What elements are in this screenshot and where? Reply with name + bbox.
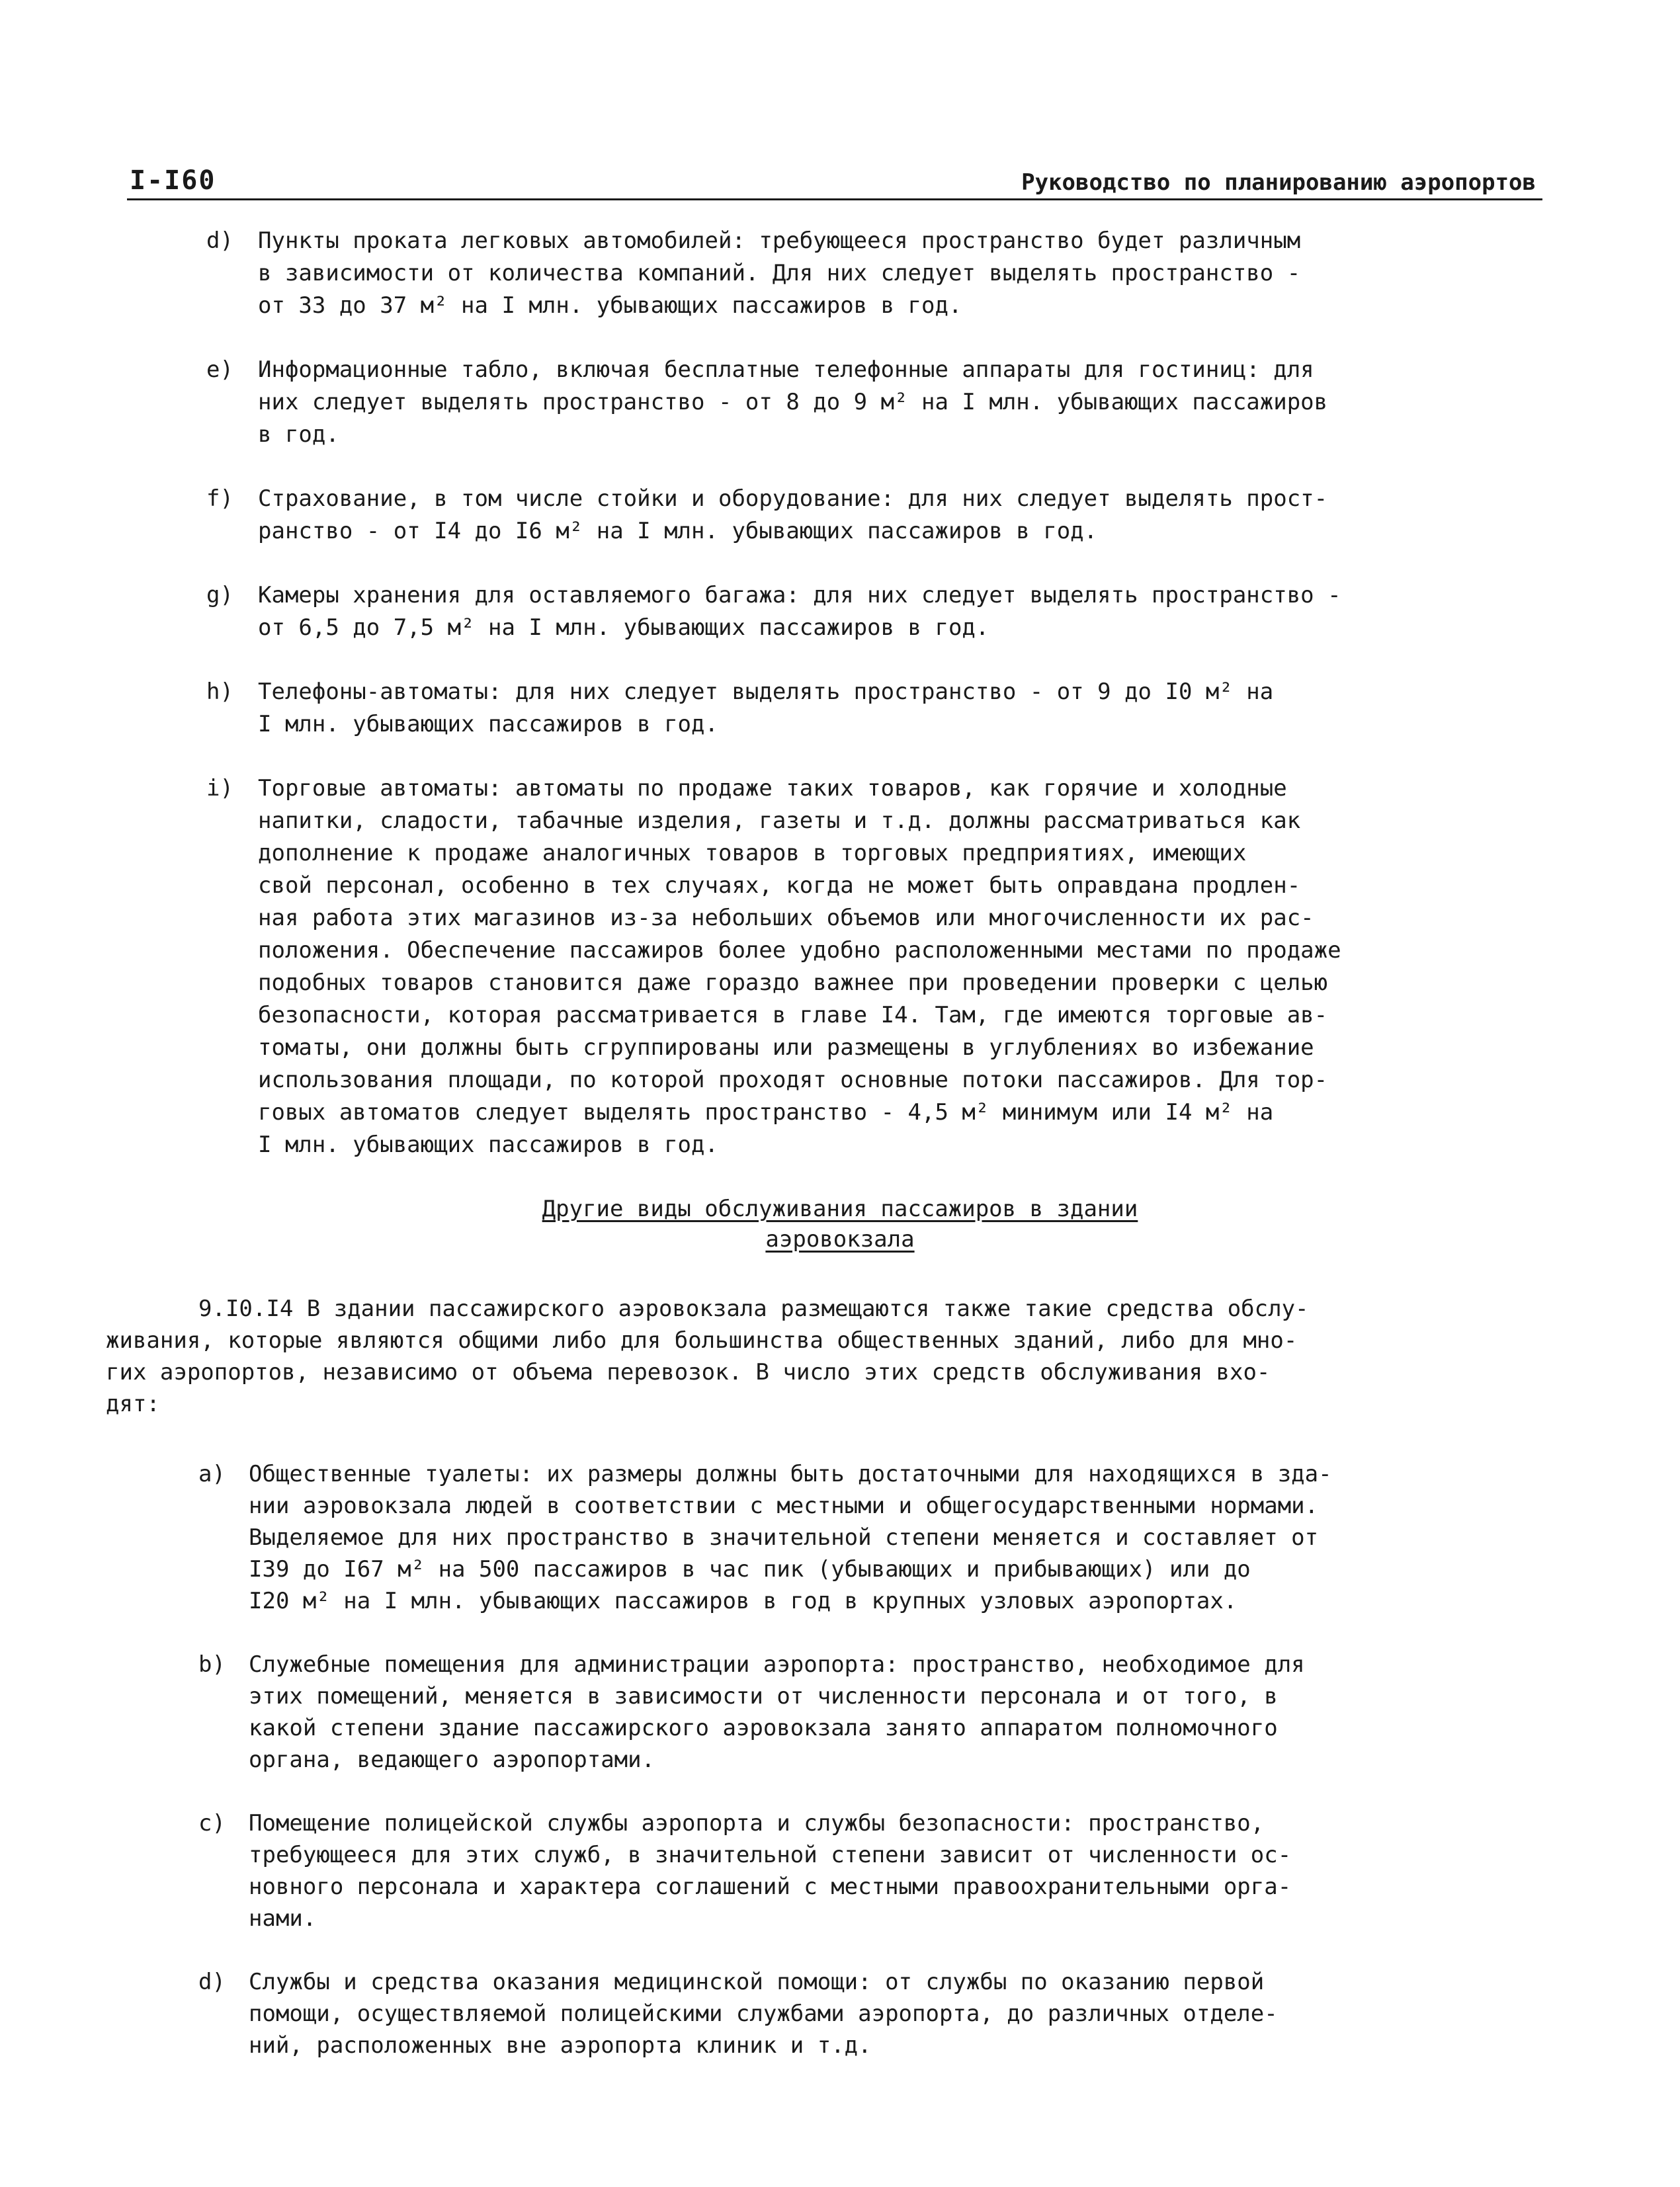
list-marker: f)	[206, 485, 233, 512]
numbered-paragraph	[106, 1293, 1548, 1420]
page-header	[127, 157, 1542, 200]
running-title: Руководство по планированию аэропортов	[1021, 169, 1536, 196]
list-item-text: Телефоны-автоматы: для них следует выделять пространство - от 9 до I0 м² на I млн. убывающих пассажиров в год.	[258, 679, 1274, 737]
facilities-list	[198, 225, 1548, 1193]
list-item-text: Пункты проката легковых автомобилей: требующееся пространство будет различным в зависимости от количества компаний. Для них следует выделять пространство - от 33 до 37 м² на I млн. убывающих пассажиров в год.	[258, 227, 1301, 319]
list-marker: i)	[206, 775, 233, 802]
list-marker: d)	[198, 1969, 226, 1995]
list-marker: c)	[198, 1810, 226, 1836]
list-marker: e)	[206, 356, 233, 383]
list-item	[198, 676, 1548, 741]
list-item	[198, 772, 1548, 1161]
list-item	[198, 579, 1548, 644]
list-item	[198, 225, 1548, 322]
paragraph-text: В здании пассажирского аэровокзала размещаются также такие средства обслу- живания, которые являются общими либо для большинства общественных зданий, либо для мно- гих аэропортов, независимо от объема перевозок. В число этих средств обслуживания вхо- дят:	[106, 1296, 1309, 1417]
list-item-text: Общественные туалеты: их размеры должны быть достаточными для находящихся в зда- нии аэровокзала людей в соответствии с местными и общегосударственными нормами. Выделяемое для них пространство в значительной степени меняется и составляет от I39 до I67 м² на 500 пассажиров в час пик (убывающих и прибывающих) или до I20 м² на I млн. убывающих пассажиров в год в крупных узловых аэропортах.	[249, 1461, 1332, 1614]
list-item	[198, 354, 1548, 451]
list-item	[190, 1966, 1553, 2061]
section-heading-line-1: Другие виды обслуживания пассажиров в здании	[542, 1196, 1138, 1222]
list-item-text: Службы и средства оказания медицинской помощи: от службы по оказанию первой помощи, осуществляемой полицейскими службами аэропорта, до различных отделе- ний, расположенных вне аэропорта клиник и т.д.	[249, 1969, 1278, 2059]
list-marker: g)	[206, 582, 233, 608]
list-item-text: Информационные табло, включая бесплатные телефонные аппараты для гостиниц: для них следует выделять пространство - от 8 до 9 м² на I млн. убывающих пассажиров в год.	[258, 356, 1328, 448]
list-item	[198, 483, 1548, 548]
list-item-text: Торговые автоматы: автоматы по продаже таких товаров, как горячие и холодные напитки, сладости, табачные изделия, газеты и т.д. должны рассматриваться как дополнение к продаже аналогичных товаров в торговых предприятиях, имеющих свой персонал, особенно в тех случаях, когда не может быть оправдана продлен- ная работа этих магазинов из-за небольших объемов или многочисленности их рас- положения. Обеспечение пассажиров более удобно расположенными местами по продаже подобных товаров становится даже гораздо важнее при проведении проверки с целью безопасности, которая рассматривается в главе I4. Там, где имеются торговые ав- томаты, они должны быть сгруппированы или размещены в углублениях во избежание использования площади, по которой проходят основные потоки пассажиров. Для тор- говых автоматов следует выделять пространство - 4,5 м² минимум или I4 м² на I млн. убывающих пассажиров в год.	[258, 775, 1341, 1158]
list-item	[190, 1649, 1553, 1776]
list-item-text: Служебные помещения для администрации аэропорта: пространство, необходимое для этих помещений, меняется в зависимости от численности персонала и от того, в какой степени здание пассажирского аэровокзала занято аппаратом полномочного органа, ведающего аэропортами.	[249, 1651, 1305, 1773]
list-marker: a)	[198, 1461, 226, 1487]
section-heading	[0, 1194, 1680, 1255]
page-number: I-I60	[130, 165, 216, 196]
list-item-text: Помещение полицейской службы аэропорта и службы безопасности: пространство, требующееся для этих служб, в значительной степени зависит от численности ос- новного персонала и характера соглашений с местными правоохранительными орга- нами.	[249, 1810, 1292, 1932]
list-item-text: Страхование, в том числе стойки и оборудование: для них следует выделять прост- ранство - от I4 до I6 м² на I млн. убывающих пассажиров в год.	[258, 485, 1328, 544]
list-item	[190, 1807, 1553, 1934]
list-marker: d)	[206, 227, 233, 254]
list-item-text: Камеры хранения для оставляемого багажа: для них следует выделять пространство - от 6,5 до 7,5 м² на I млн. убывающих пассажиров в год.	[258, 582, 1341, 641]
list-marker: h)	[206, 679, 233, 705]
list-item	[190, 1458, 1553, 1617]
list-marker: b)	[198, 1651, 226, 1678]
services-list	[190, 1458, 1553, 2093]
paragraph-number: 9.I0.I4	[198, 1296, 294, 1322]
section-heading-line-2: аэровокзала	[765, 1226, 915, 1253]
